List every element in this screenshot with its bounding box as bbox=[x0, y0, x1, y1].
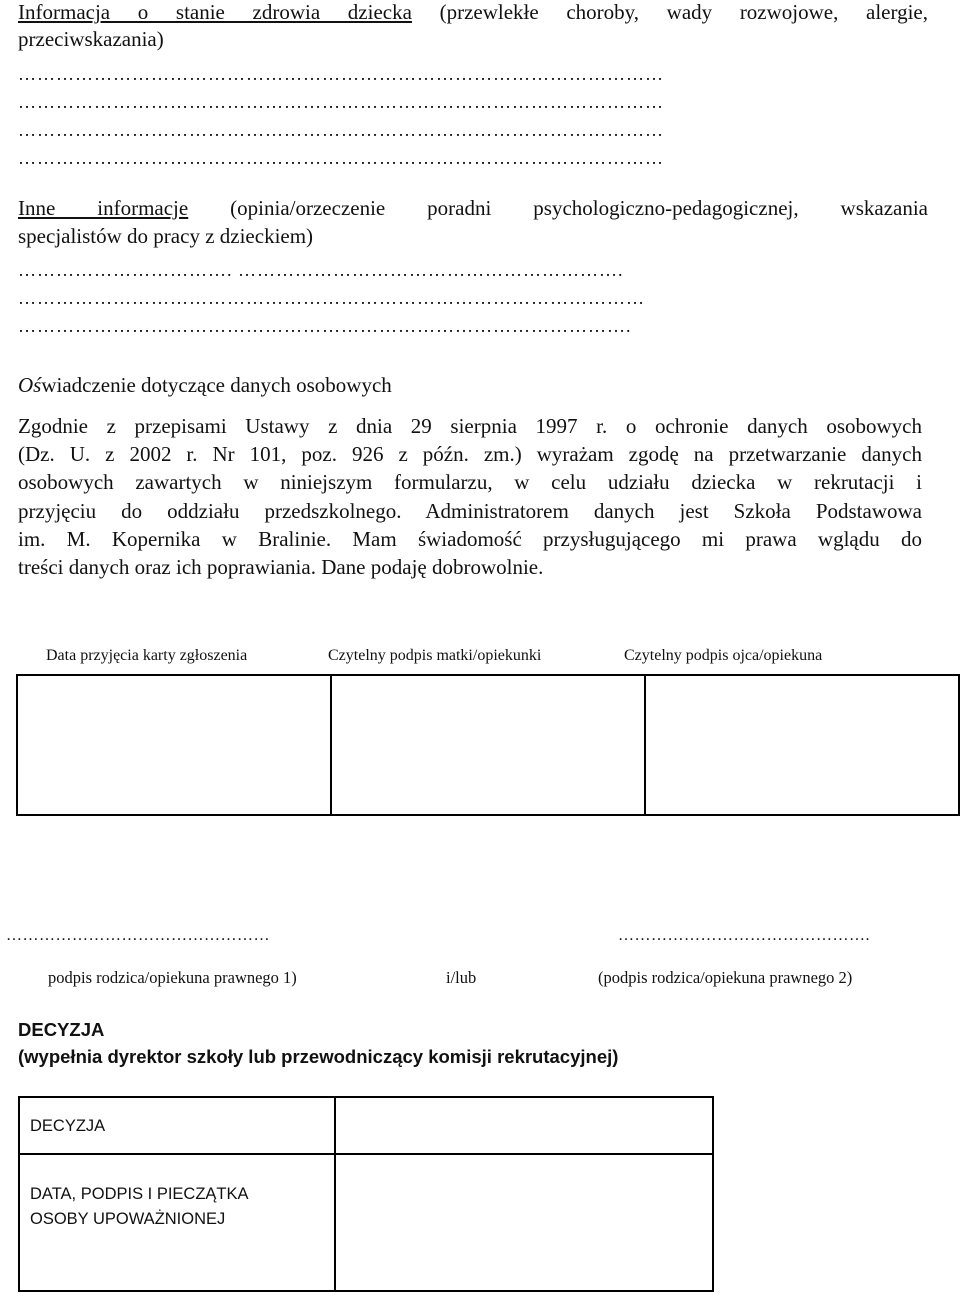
decision-row-label: DECYZJA bbox=[30, 1117, 106, 1135]
other-info-line1-rest: (opinia/orzeczenie poradni psychologiczno-pedagogicznej, wskazania bbox=[230, 196, 928, 220]
statement-line-1: Zgodnie z przepisami Ustawy z dnia 29 sierpnia 1997 r. o ochronie danych osobowych bbox=[18, 414, 922, 438]
sig-box-date[interactable] bbox=[16, 674, 332, 816]
parent2-label: (podpis rodzica/opiekuna prawnego 2) bbox=[598, 968, 853, 987]
decision-input-cell[interactable] bbox=[336, 1098, 712, 1153]
parent1-dotted-line: ………………………………………… bbox=[6, 927, 270, 944]
health-dotted-line-4: ………………………………………………………………………………………… bbox=[18, 148, 664, 168]
other-info-title: Inne informacje bbox=[18, 196, 189, 220]
other-dotted-line-1: ……………………………. ……………………………………………………. bbox=[18, 260, 624, 280]
health-info-title: Informacja o stanie zdrowia dziecka bbox=[18, 0, 412, 24]
parent2-dotted-line: ………………………………………. bbox=[618, 927, 870, 944]
decision-subtitle: (wypełnia dyrektor szkoły lub przewodniczący komisji rekrutacyjnej) bbox=[18, 1046, 619, 1067]
statement-line-3: osobowych zawartych w niniejszym formularzu, w celu udziału dziecka w rekrutacji i bbox=[18, 470, 922, 495]
health-dotted-line-2: ………………………………………………………………………………………… bbox=[18, 92, 664, 112]
and-or-label: i/lub bbox=[446, 968, 477, 987]
signature-row-label bbox=[30, 1182, 249, 1232]
parent1-label: podpis rodzica/opiekuna prawnego 1) bbox=[48, 968, 297, 987]
sig-box-father[interactable] bbox=[644, 674, 960, 816]
health-info-line1-rest: (przewlekłe choroby, wady rozwojowe, alergie, bbox=[439, 0, 929, 24]
health-info-line1 bbox=[18, 0, 928, 24]
health-info-line2: przeciwskazania) bbox=[18, 27, 164, 51]
sig-header-date: Data przyjęcia karty zgłoszenia bbox=[46, 647, 248, 664]
statement-line-4: przyjęciu do oddziału przedszkolnego. Administratorem danych jest Szkoła Podstawowa bbox=[18, 498, 922, 523]
sig-box-mother[interactable] bbox=[330, 674, 646, 816]
statement-line-6: treści danych oraz ich poprawiania. Dane podaję dobrowolnie. bbox=[18, 555, 544, 580]
other-info-line1 bbox=[18, 196, 928, 220]
statement-line-2: (Dz. U. z 2002 r. Nr 101, poz. 926 z późn. zm.) wyrażam zgodę na przetwarzanie danych bbox=[18, 442, 922, 467]
health-dotted-line-3: ………………………………………………………………………………………… bbox=[18, 120, 664, 140]
statement-heading bbox=[18, 372, 392, 398]
health-dotted-line-1: ………………………………………………………………………………………… bbox=[18, 64, 664, 84]
signature-row-label-line2: OSOBY UPOWAŻNIONEJ bbox=[30, 1210, 226, 1228]
other-dotted-line-2: ……………………………………………………………………………………… bbox=[18, 288, 645, 308]
signature-row-label-line1: DATA, PODPIS I PIECZĄTKA bbox=[30, 1185, 249, 1203]
statement-paragraph bbox=[18, 412, 922, 581]
other-info-line2: specjalistów do pracy z dzieckiem) bbox=[18, 224, 314, 248]
sig-header-mother: Czytelny podpis matki/opiekunki bbox=[328, 647, 542, 664]
statement-heading-rest: wiadczenie dotyczące danych osobowych bbox=[41, 373, 392, 397]
sig-header-father: Czytelny podpis ojca/opiekuna bbox=[624, 647, 823, 664]
decision-title: DECYZJA bbox=[18, 1019, 105, 1040]
other-dotted-line-3: ……………………………………………………………………………………. bbox=[18, 316, 632, 336]
statement-line-5: im. M. Kopernika w Bralinie. Mam świadomość przysługującego mi prawa wglądu do bbox=[18, 526, 922, 551]
signature-input-cell[interactable] bbox=[336, 1155, 712, 1290]
statement-heading-first: Oś bbox=[18, 373, 42, 397]
